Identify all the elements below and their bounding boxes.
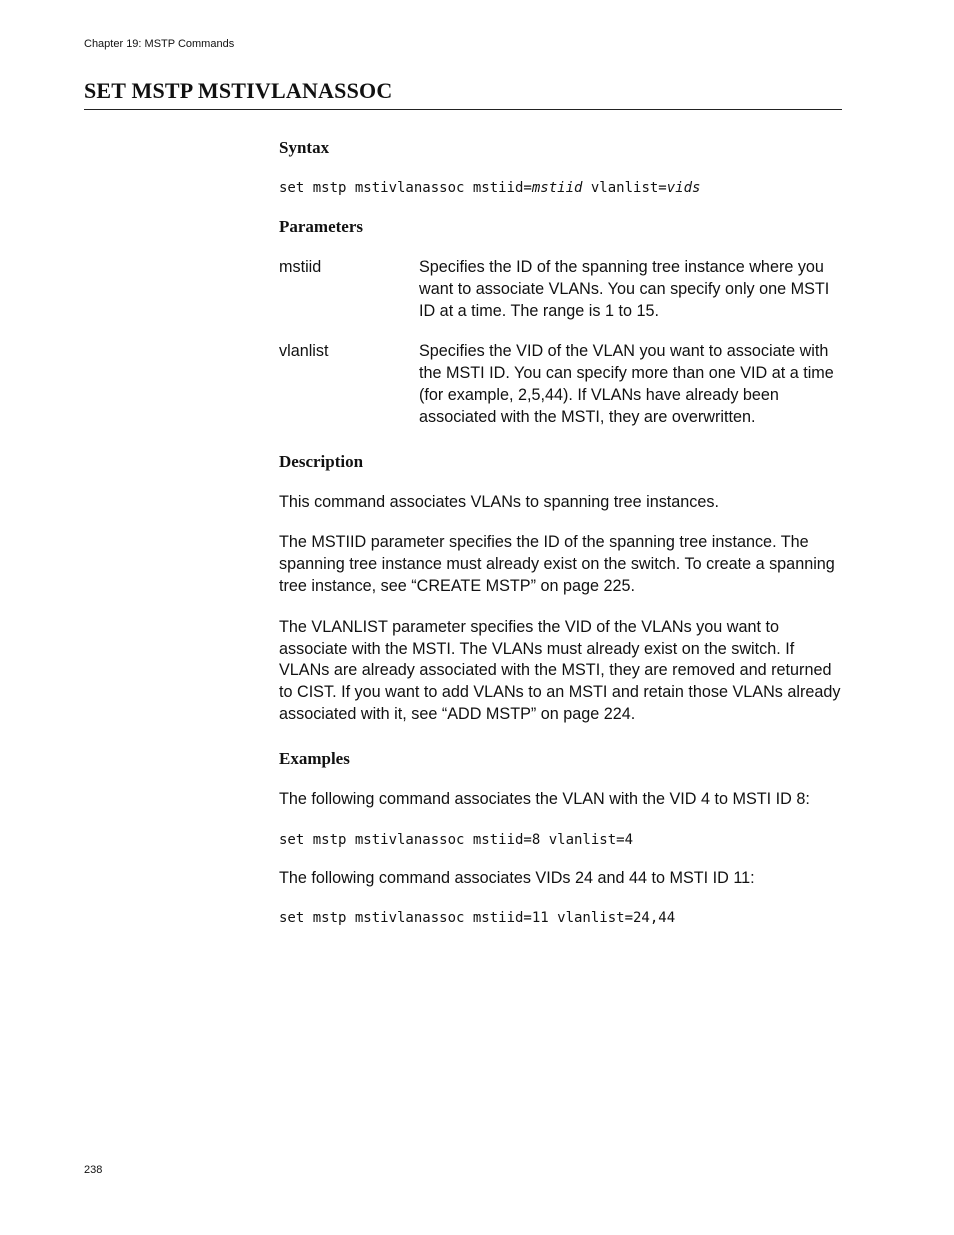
title-rule (84, 109, 842, 110)
param-row (279, 257, 843, 322)
param-desc: Specifies the VID of the VLAN you want to associate with the MSTI ID. You can specify more than one VID at a time (for example, 2,5,44). If VLANs have already been associated with the MSTI, they are overwritten. (419, 342, 834, 426)
syntax-arg-mstiid: mstiid (531, 180, 583, 196)
description-paragraph: This command associates VLANs to spanning tree instances. (279, 492, 719, 511)
syntax-middle: vlanlist= (582, 180, 667, 196)
syntax-prefix: set mstp mstivlanassoc mstiid= (279, 180, 532, 196)
description-paragraph: The VLANLIST parameter specifies the VID of the VLANs you want to associate with the MSTI. The VLANs must already exist on the switch. If VLANs are already associated with the MSTI, they are removed and returned to CIST. If you want to add VLANs to an MSTI and retain those VLANs already associated with it, see “ADD MSTP” on page 224. (279, 617, 841, 723)
parameters-heading: Parameters (279, 217, 364, 236)
example-text: The following command associates VIDs 24 and 44 to MSTI ID 11: (279, 868, 755, 887)
example-code: set mstp mstivlanassoc mstiid=8 vlanlist=4 (279, 831, 634, 848)
param-desc: Specifies the ID of the spanning tree instance where you want to associate VLANs. You can specify only one MSTI ID at a time. The range is 1 to 15. (419, 258, 830, 320)
page-title: SET MSTP MSTIVLANASSOC (84, 78, 393, 103)
syntax-arg-vids: vids (666, 180, 701, 196)
description-heading: Description (279, 451, 364, 471)
param-row (279, 341, 843, 428)
description-paragraph: The MSTIID parameter specifies the ID of the spanning tree instance. The spanning tree instance must already exist on the switch. To create a spanning tree instance, see “CREATE MSTP” on page 225. (279, 533, 835, 595)
running-head: Chapter 19: MSTP Commands (84, 38, 235, 50)
example-code: set mstp mstivlanassoc mstiid=11 vlanlist=24,44 (279, 910, 676, 927)
syntax-heading: Syntax (279, 138, 330, 157)
examples-heading: Examples (279, 748, 350, 768)
page-number: 238 (84, 1164, 103, 1176)
main-content (279, 137, 843, 946)
syntax-command (279, 178, 843, 198)
example-text: The following command associates the VLAN with the VID 4 to MSTI ID 8: (279, 789, 810, 808)
param-name: vlanlist (279, 342, 329, 361)
param-name: mstiid (279, 258, 322, 276)
